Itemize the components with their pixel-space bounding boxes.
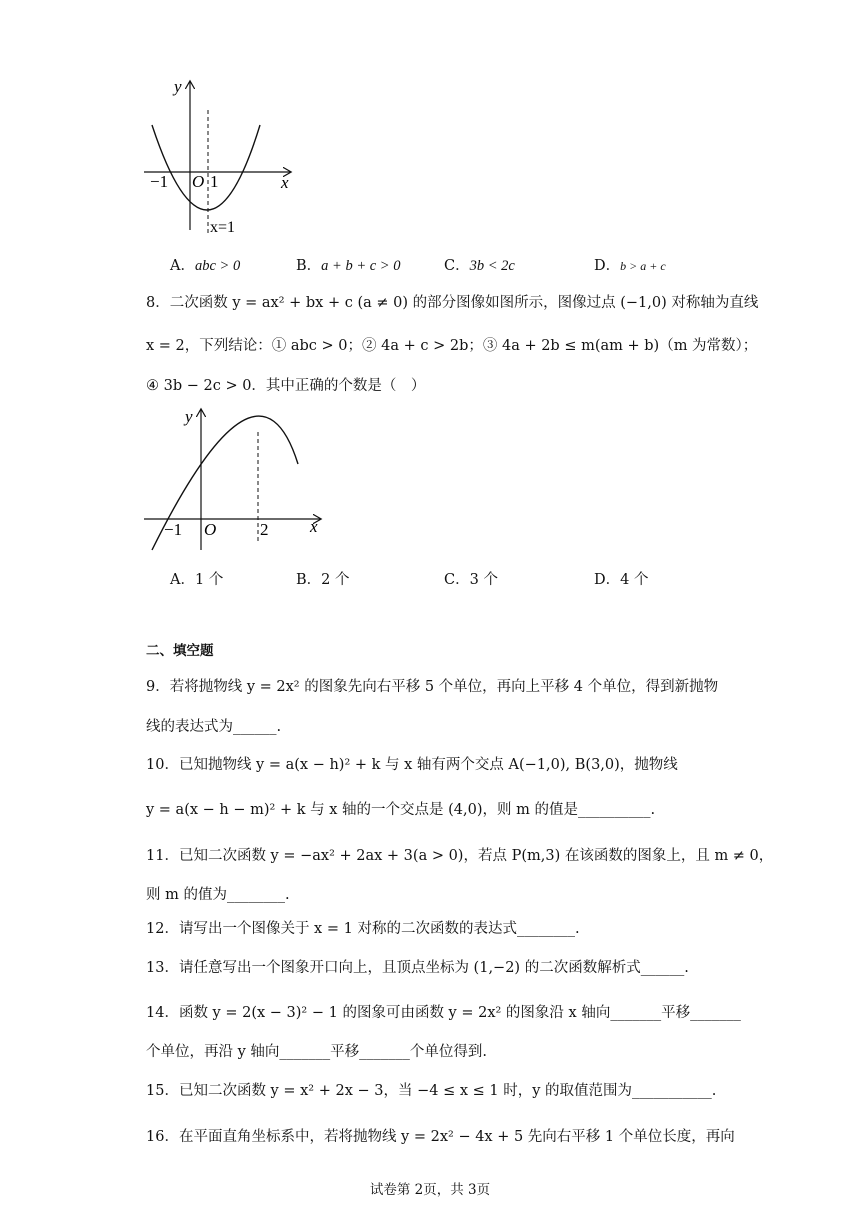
q12-line-1: 12．请写出一个图像关于 x = 1 对称的二次函数的表达式________. xyxy=(146,921,580,937)
origin-label: O xyxy=(204,520,217,539)
symmetry-axis-label: x=1 xyxy=(210,219,236,236)
q8-line-2: x = 2，下列结论：① abc > 0；② 4a + c > 2b；③ 4a + 2b ≤ m(am + b)（m 为常数）； xyxy=(146,338,758,354)
q11-line-1: 11．已知二次函数 y = −ax² + 2ax + 3(a > 0)，若点 P(m,3) 在该函数的图象上，且 m ≠ 0， xyxy=(146,848,774,864)
q8-line-1: 8．二次函数 y = ax² + bx + c (a ≠ 0) 的部分图像如图所示，图像过点 (−1,0) 对称轴为直线 xyxy=(146,295,759,311)
q7-option-a[interactable]: A．abc > 0 xyxy=(170,258,241,274)
q9-line-1: 9．若将抛物线 y = 2x² 的图象先向右平移 5 个单位，再向上平移 4 个单位，得到新抛物 xyxy=(146,679,719,695)
tick-one: 1 xyxy=(210,172,219,191)
q11-line-2: 则 m 的值为________. xyxy=(146,887,290,903)
parabola-graph-1 xyxy=(140,70,310,245)
q10-line-1: 10．已知抛物线 y = a(x − h)² + k 与 x 轴有两个交点 A(−1,0), B(3,0)，抛物线 xyxy=(146,757,678,773)
q9-line-2: 线的表达式为______. xyxy=(146,719,282,735)
q7-option-b[interactable]: B．a + b + c > 0 xyxy=(296,258,401,274)
q8-option-b[interactable]: B．2 个 xyxy=(296,572,350,588)
tick-neg-one: −1 xyxy=(164,520,183,539)
section-title: 二、填空题 xyxy=(146,643,214,659)
q8-option-c[interactable]: C．3 个 xyxy=(444,572,498,588)
page-footer: 试卷第 2页，共 3页 xyxy=(369,1182,491,1198)
q8-option-d[interactable]: D．4 个 xyxy=(594,572,649,588)
tick-two: 2 xyxy=(260,520,269,539)
y-label: y xyxy=(174,77,182,96)
q8-line-3: ④ 3b − 2c > 0．其中正确的个数是（ ） xyxy=(146,378,426,394)
q13-line-1: 13．请任意写出一个图象开口向上，且顶点坐标为 (1,−2) 的二次函数解析式______. xyxy=(146,960,689,976)
tick-neg-one: −1 xyxy=(150,172,169,191)
q15-line-1: 15．已知二次函数 y = x² + 2x − 3，当 −4 ≤ x ≤ 1 时，y 的取值范围为___________. xyxy=(146,1083,717,1099)
parabola-graph-2 xyxy=(140,402,340,557)
q10-line-2: y = a(x − h − m)² + k 与 x 轴的一个交点是 (4,0)，则 m 的值是__________. xyxy=(146,802,656,818)
q16-line-1: 16．在平面直角坐标系中，若将抛物线 y = 2x² − 4x + 5 先向右平移 1 个单位长度，再向 xyxy=(146,1129,735,1145)
q8-option-a[interactable]: A．1 个 xyxy=(170,572,224,588)
x-label: x xyxy=(281,173,289,192)
q7-option-d[interactable]: D．b > a + c xyxy=(594,258,666,274)
origin-label: O xyxy=(192,172,205,191)
q7-option-c[interactable]: C．3b < 2c xyxy=(444,258,515,274)
parabola-curve xyxy=(152,125,260,210)
q14-line-1: 14．函数 y = 2(x − 3)² − 1 的图象可由函数 y = 2x² 的图象沿 x 轴向_______平移_______ xyxy=(146,1005,741,1021)
y-label: y xyxy=(185,407,193,426)
q14-line-2: 个单位，再沿 y 轴向_______平移_______个单位得到. xyxy=(146,1044,488,1060)
x-label: x xyxy=(310,517,318,536)
